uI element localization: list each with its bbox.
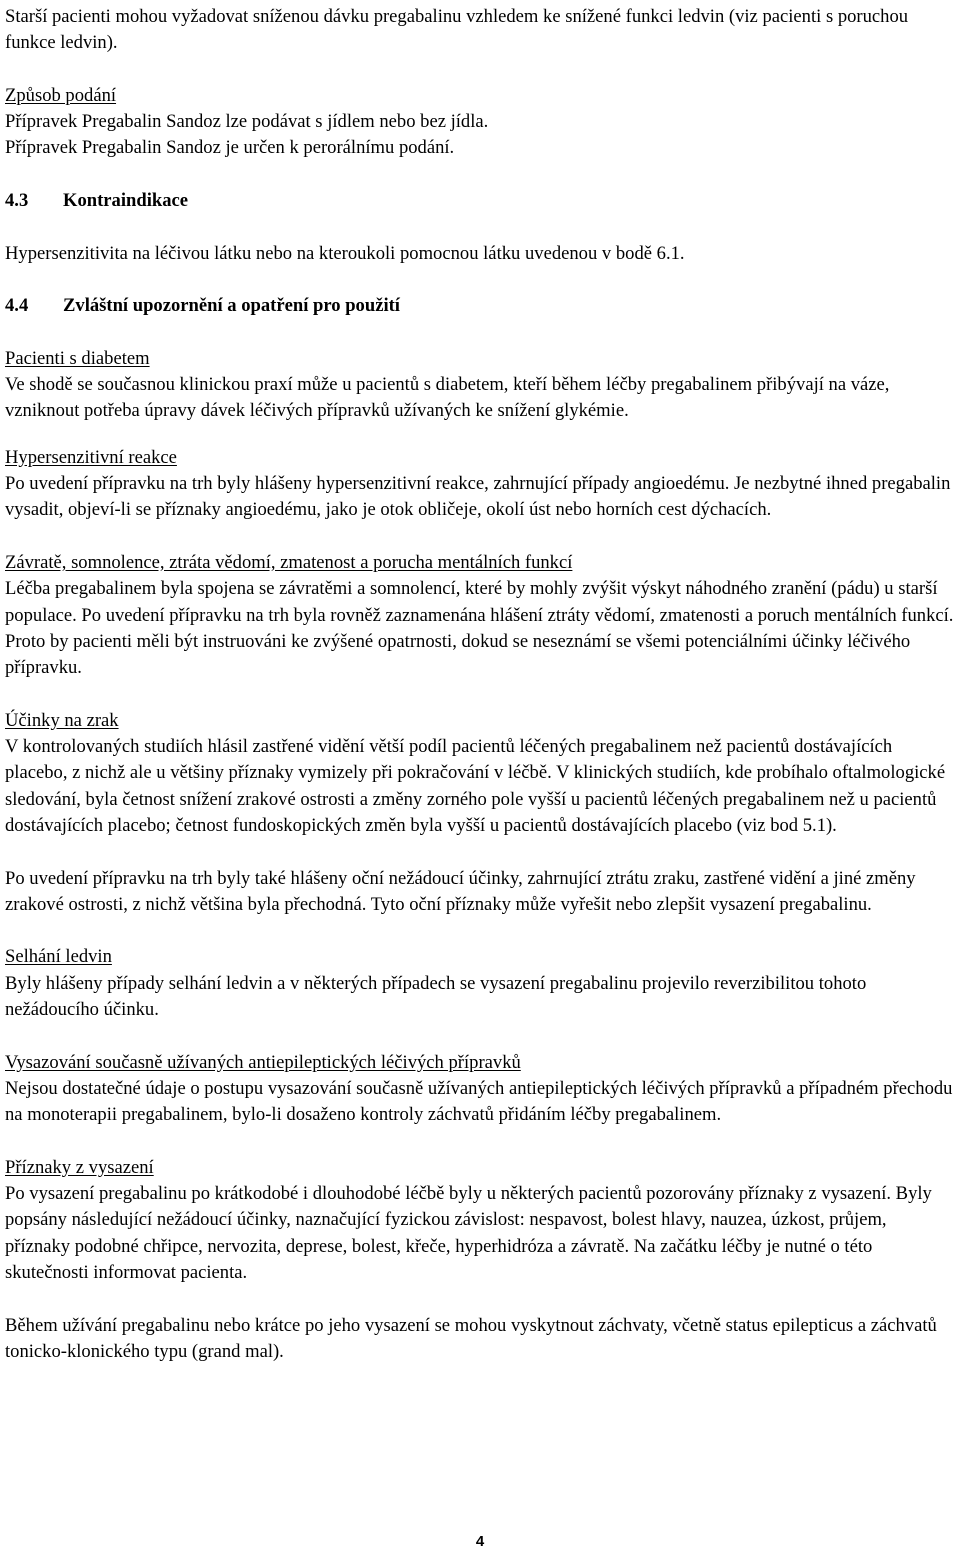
aed-withdrawal-text: Nejsou dostatečné údaje o postupu vysazování současně užívaných antiepileptických léčivých přípravků a případném přechodu na monoterapii pregabalinem, bylo-li dosaženo kontroly záchvatů přidáním léčby pregabalinem. (5, 1077, 953, 1126)
section-4-3-number: 4.3 (5, 190, 29, 212)
withdrawal-symptoms-text-1: Po vysazení pregabalinu po krátkodobé i dlouhodobé léčbě byly u některých pacientů pozorovány příznaky z vysazení. Byly popsány následující nežádoucí účinky, naznačující fyzickou závislost: nespavost, bolest hlavy, nauzea, úzkost, průjem, příznaky podobné chřipce, nervozita, deprese, bolest, křeče, hyperhidróza a závratě. Na začátku léčby je nutné o této skutečnosti informovat pacienta. (5, 1183, 932, 1283)
administration-line-2: Přípravek Pregabalin Sandoz je určen k perorálnímu podání. (5, 137, 455, 159)
diabetes-title: Pacienti s diabetem (5, 347, 150, 369)
section-4-4-heading (5, 293, 955, 319)
page-number: 4 (475, 1533, 485, 1550)
dizziness-title: Závratě, somnolence, ztráta vědomí, zmatenost a porucha mentálních funkcí (5, 551, 573, 573)
administration-title: Způsob podání (5, 84, 117, 106)
section-4-3-title: Kontraindikace (63, 190, 188, 212)
section-4-3-text: Hypersenzitivita na léčivou látku nebo na kteroukoli pomocnou látku uvedenou v bodě 6.1. (5, 242, 685, 264)
administration-line-1: Přípravek Pregabalin Sandoz lze podávat s jídlem nebo bez jídla. (5, 111, 489, 133)
intro-paragraph: Starší pacienti mohou vyžadovat sníženou dávku pregabalinu vzhledem ke snížené funkci ledvin (viz pacienti s poruchou funkce ledvin). (5, 6, 909, 54)
vision-text-2: Po uvedení přípravku na trh byly také hlášeny oční nežádoucí účinky, zahrnující ztrátu zraku, zastřené vidění a jiné změny zrakové ostrosti, z nichž většina byla přechodná. Tyto oční příznaky může vyřešit nebo zlepšit vysazení pregabalinu. (5, 867, 916, 915)
hypersensitivity-title: Hypersenzitivní reakce (5, 446, 177, 468)
section-4-4-title: Zvláštní upozornění a opatření pro použití (63, 295, 400, 317)
renal-text: Byly hlášeny případy selhání ledvin a v některých případech se vysazení pregabalinu projevilo reverzibilitou tohoto nežádoucího účinku. (5, 972, 867, 1020)
withdrawal-symptoms-text-2: Během užívání pregabalinu nebo krátce po jeho vysazení se mohou vyskytnout záchvaty, včetně status epilepticus a záchvatů tonicko-klonického typu (grand mal). (5, 1314, 937, 1362)
section-4-4-number: 4.4 (5, 295, 29, 317)
dizziness-text: Léčba pregabalinem byla spojena se závratěmi a somnolencí, které by mohly zvýšit výskyt náhodného zranění (pádu) u starší populace. Po uvedení přípravku na trh byla rovněž zaznamenána hlášení ztráty vědomí, zmatenosti a poruch mentálních funkcí. Proto by pacienti měli být instruováni ke zvýšené opatrnosti, dokud se neseznámí se všemi potenciálními účinky léčivého přípravku. (5, 578, 954, 679)
hypersensitivity-text: Po uvedení přípravku na trh byly hlášeny hypersenzitivní reakce, zahrnující případy angioedému. Je nezbytné ihned pregabalin vysadit, objeví-li se příznaky angioedému, jako je otok obličeje, okolí úst nebo horních cest dýchacích. (5, 473, 951, 521)
diabetes-text: Ve shodě se současnou klinickou praxí může u pacientů s diabetem, kteří během léčby pregabalinem přibývají na váze, vzniknout potřeba úpravy dávek léčivých přípravků užívaných ke snížení glykémie. (5, 374, 890, 422)
aed-withdrawal-title: Vysazování současně užívaných antiepileptických léčivých přípravků (5, 1051, 521, 1073)
withdrawal-symptoms-title: Příznaky z vysazení (5, 1156, 154, 1178)
document-page (5, 0, 955, 1365)
vision-text-1: V kontrolovaných studiích hlásil zastřené vidění větší podíl pacientů léčených pregabalinem než pacientů dostávajících placebo, z nichž ale u většiny příznaky vymizely při pokračování v léčbě. V klinických studiích, kde probíhalo oftalmologické sledování, byla četnost snížení zrakové ostrosti a změny zorného pole vyšší u pacientů léčených pregabalinem než u pacientů dostávajících placebo; četnost fundoskopických změn byla vyšší u pacientů dostávajících placebo (viz bod 5.1). (5, 736, 946, 836)
section-4-3-heading (5, 188, 955, 214)
vision-title: Účinky na zrak (5, 709, 119, 731)
renal-title: Selhání ledvin (5, 946, 112, 968)
